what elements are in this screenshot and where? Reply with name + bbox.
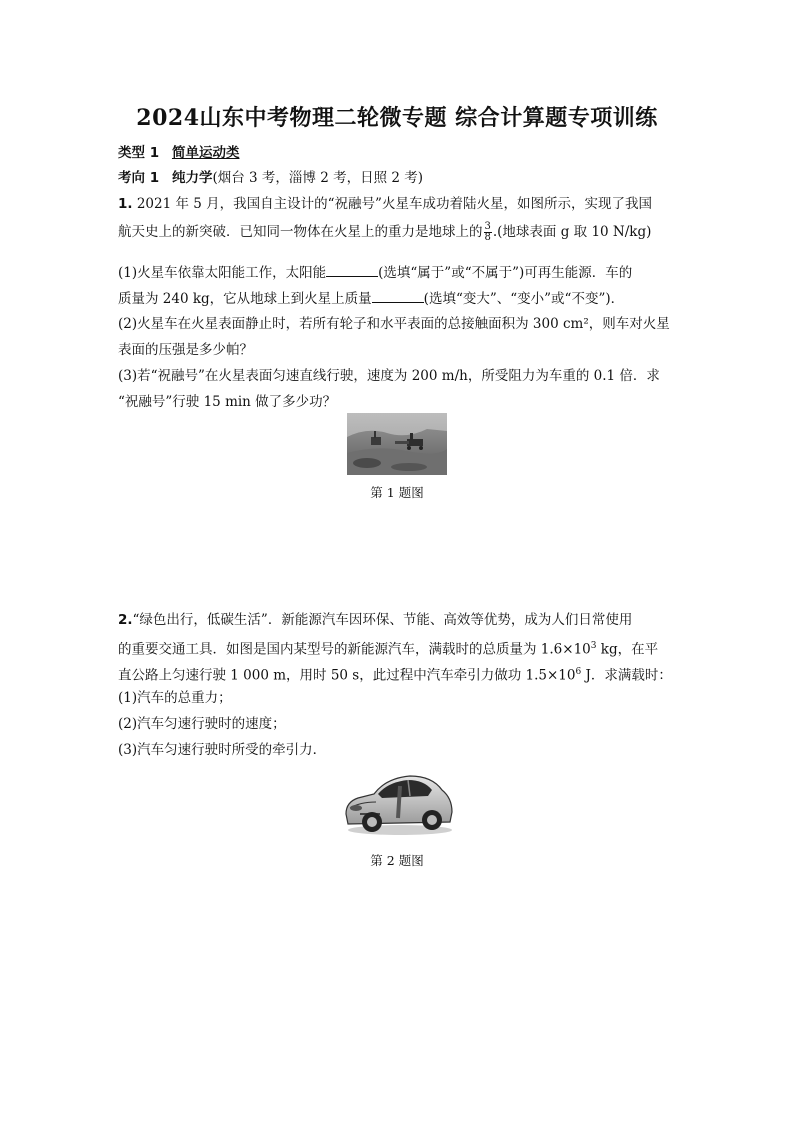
q1-part3-line2: “祝融号”行驶 15 min 做了多少功？ (118, 394, 337, 410)
direction-heading (118, 168, 423, 188)
q2-exponent-1: 3 (590, 641, 597, 651)
q2-line1 (118, 610, 632, 630)
q1-line1 (118, 194, 652, 214)
q1-part1-line1 (118, 262, 632, 283)
q1-part1-text-c: 质量为 240 kg，它从地球上到火星上质量 (118, 291, 372, 307)
direction-name: 纯力学 (171, 170, 213, 186)
q1-number: 1. (118, 196, 133, 212)
q2-stem-2: 的重要交通工具．如图是国内某型号的新能源汽车，满载时的总质量为 1.6×10 (118, 641, 591, 658)
type-label: 类型 1 (118, 145, 160, 161)
answer-blank-1[interactable] (326, 262, 378, 277)
q1-fraction (484, 222, 492, 243)
q2-stem-3: kg，在平 (596, 641, 659, 658)
page-title: 2024山东中考物理二轮微专题 综合计算题专项训练 (136, 105, 658, 131)
q1-part1-line2 (118, 288, 624, 309)
q1-part2-line2: 表面的压强是多少帕？ (118, 342, 253, 358)
mars-rover-image (347, 413, 447, 475)
direction-label: 考向 1 (118, 170, 160, 186)
q1-part1-text-d: (选填“变大”、“变小”或“不变”)． (423, 291, 625, 307)
answer-blank-2[interactable] (372, 288, 424, 303)
q1-part1-text-a: (1)火星车依靠太阳能工作，太阳能 (118, 265, 327, 281)
q2-part1: (1)汽车的总重力； (118, 690, 232, 706)
q1-part1-text-b: (选填“属于”或“不属于”)可再生能源．车的 (378, 265, 633, 281)
q2-stem-4: 直公路上匀速行驶 1 000 m，用时 50 s，此过程中汽车牵引力做功 1.5×10 (118, 667, 576, 684)
q1-part3-line1: (3)若“祝融号”在火星表面匀速直线行驶，速度为 200 m/h，所受阻力为车重的 0.1 倍．求 (118, 368, 660, 384)
q2-exponent-2: 6 (575, 667, 582, 677)
figure-1-caption: 第 1 题图 (370, 485, 424, 500)
q2-stem-5: J．求满载时： (581, 667, 672, 684)
direction-note: (烟台 3 考，淄博 2 考，日照 2 考) (212, 170, 424, 186)
q2-part2: (2)汽车匀速行驶时的速度； (118, 716, 286, 732)
electric-car-image (340, 768, 456, 838)
q1-stem-2: 航天史上的新突破．已知同一物体在火星上的重力是地球上的 (118, 224, 483, 240)
q2-line2 (118, 636, 658, 660)
q1-part2-line1: (2)火星车在火星表面静止时，若所有轮子和水平表面的总接触面积为 300 cm²，则车对火星 (118, 316, 670, 332)
fraction-numerator: 3 (484, 221, 491, 232)
q2-part3: (3)汽车匀速行驶时所受的牵引力． (118, 742, 327, 758)
q1-stem-1: 2021 年 5 月，我国自主设计的“祝融号”火星车成功着陆火星，如图所示，实现了我国 (132, 196, 652, 212)
q1-stem-3: .(地球表面 g 取 10 N/kg) (492, 224, 652, 240)
q2-stem-1: “绿色出行，低碳生活”．新能源汽车因环保、节能、高效等优势，成为人们日常使用 (132, 612, 633, 628)
type-name: 简单运动类 (171, 145, 240, 161)
fraction-denominator: 8 (484, 232, 491, 243)
q2-line3 (118, 662, 672, 686)
type-heading (118, 143, 239, 163)
figure-2-caption: 第 2 题图 (370, 853, 424, 868)
q2-number: 2. (118, 612, 133, 628)
q1-line2 (118, 222, 651, 243)
